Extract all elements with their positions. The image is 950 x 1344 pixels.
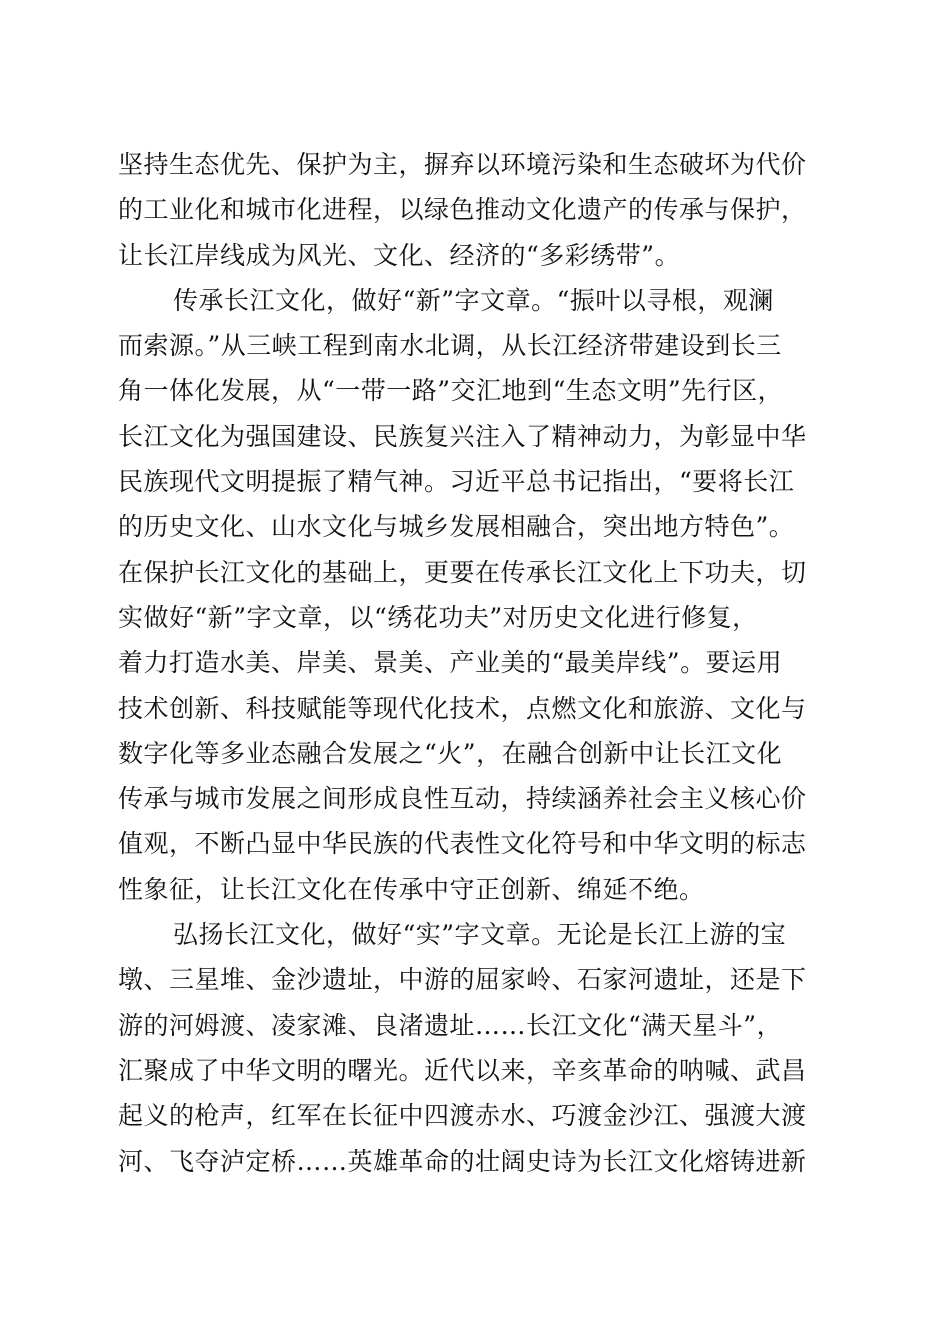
text-line: 在保护长江文化的基础上，更要在传承长江文化上下功夫，切: [118, 557, 807, 587]
text-line: 数字化等多业态融合发展之“火”，在融合创新中让长江文化: [118, 738, 783, 768]
text-line: 汇聚成了中华文明的曙光。近代以来，辛亥革命的呐喊、武昌: [118, 1055, 807, 1085]
text-line: 坚持生态优先、保护为主，摒弃以环境污染和生态破坏为代价: [118, 150, 807, 179]
body-text: [118, 142, 838, 1184]
text-line: 传承长江文化，做好“新”字文章。“振叶以寻根，观澜: [173, 285, 774, 315]
text-line: 的历史文化、山水文化与城乡发展相融合，突出地方特色”。: [118, 512, 795, 542]
text-line: 技术创新、科技赋能等现代化技术，点燃文化和旅游、文化与: [118, 693, 807, 723]
paragraph-1: [118, 142, 838, 278]
text-line: 弘扬长江文化，做好“实”字文章。无论是长江上游的宝: [173, 920, 787, 950]
text-line: 角一体化发展，从“一带一路”交汇地到“生态文明”先行区，: [118, 376, 784, 406]
text-line: 着力打造水美、岸美、景美、产业美的“最美岸线”。要运用: [118, 648, 783, 678]
text-line: 起义的枪声，红军在长征中四渡赤水、巧渡金沙江、强渡大渡: [118, 1101, 807, 1131]
text-line: 而索源。”从三峡工程到南水北调，从长江经济带建设到长三: [118, 331, 782, 361]
text-line: 河、飞夺泸定桥……英雄革命的壮阔史诗为长江文化熔铸进新: [118, 1146, 807, 1176]
paragraph-2: [118, 278, 838, 912]
text-line: 民族现代文明提振了精气神。习近平总书记指出，“要将长江: [118, 467, 795, 497]
text-line: 实做好“新”字文章，以“绣花功夫”对历史文化进行修复，: [118, 602, 758, 632]
text-line: 传承与城市发展之间形成良性互动，持续涵养社会主义核心价: [118, 784, 807, 814]
text-line: 墩、三星堆、金沙遗址，中游的屈家岭、石家河遗址，还是下: [118, 965, 807, 995]
text-line: 值观，不断凸显中华民族的代表性文化符号和中华文明的标志: [118, 829, 807, 859]
text-line: 长江文化为强国建设、民族复兴注入了精神动力，为彰显中华: [118, 421, 807, 451]
text-line: 让长江岸线成为风光、文化、经济的“多彩绣带”。: [118, 240, 681, 270]
text-line: 的工业化和城市化进程，以绿色推动文化遗产的传承与保护，: [118, 195, 807, 225]
text-line: 性象征，让长江文化在传承中守正创新、绵延不绝。: [118, 874, 705, 904]
paragraph-3: [118, 912, 838, 1184]
text-line: 游的河姆渡、凌家滩、良渚遗址……长江文化“满天星斗”，: [118, 1010, 783, 1040]
